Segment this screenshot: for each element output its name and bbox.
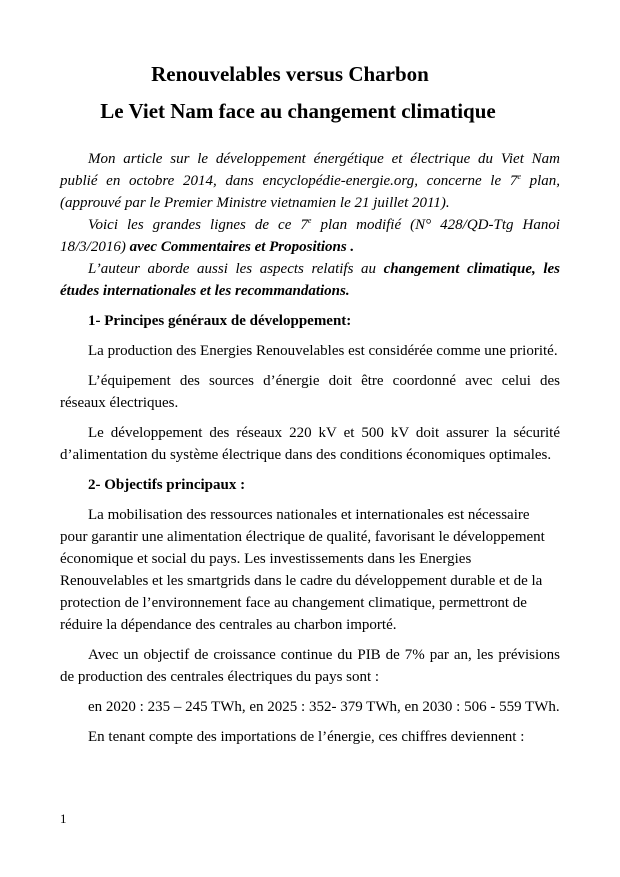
intro-paragraph-1 xyxy=(60,148,560,214)
document-title: Renouvelables versus Charbon xyxy=(151,62,429,86)
intro-text: L’auteur aborde aussi les aspects relatifs au xyxy=(88,261,384,277)
section-2-heading: 2- Objectifs principaux : xyxy=(88,477,246,493)
paragraph: En tenant compte des importations de l’énergie, ces chiffres deviennent : xyxy=(88,729,525,745)
intro-bold-text: avec Commentaires et Propositions xyxy=(129,239,347,255)
document-subtitle: Le Viet Nam face au changement climatique xyxy=(100,99,496,123)
document-body xyxy=(60,148,560,748)
intro-text: plan, (approuvé par le Premier Ministre vietnamien le 21 juillet 2011). xyxy=(60,173,561,211)
paragraph: La production des Energies Renouvelables est considérée comme une priorité. xyxy=(88,343,558,359)
intro-paragraph-3 xyxy=(60,258,560,302)
intro-section xyxy=(60,148,560,302)
superscript: e xyxy=(517,172,521,181)
intro-text: Voici les grandes lignes de ce 7 xyxy=(88,217,308,233)
intro-text: plan modifié (N° 428/QD-Ttg Hanoi 18/3/2016) xyxy=(60,217,560,255)
section-1-heading: 1- Principes généraux de développement: xyxy=(88,313,352,329)
intro-paragraph-2 xyxy=(60,214,560,258)
paragraph: L’équipement des sources d’énergie doit être coordonné avec celui des réseaux électriques. xyxy=(60,373,560,411)
intro-bold-text: changement climatique, les études internationales et les recommandations. xyxy=(60,261,560,299)
superscript: e xyxy=(307,216,312,225)
paragraph: La mobilisation des ressources nationales et internationales est nécessaire pour garantir une alimentation électrique de qualité, favorisant le développement économique et social du pays. Les investissements dans les Energies Renouvelables et les smartgrids dans le cadre du développement durable et de la protection de l’environnement face au changement climatique, permettront de réduire la dépendance des centrales au charbon importé. xyxy=(60,507,545,633)
paragraph: Avec un objectif de croissance continue du PIB de 7% par an, les prévisions de production des centrales électriques du pays sont : xyxy=(60,647,560,685)
paragraph: en 2020 : 235 – 245 TWh, en 2025 : 352- 379 TWh, en 2030 : 506 - 559 TWh. xyxy=(88,699,560,715)
intro-bold-text: . xyxy=(346,239,355,255)
page-number: 1 xyxy=(60,811,67,826)
paragraph: Le développement des réseaux 220 kV et 500 kV doit assurer la sécurité d’alimentation du système électrique dans des conditions économiques optimales. xyxy=(60,425,560,463)
intro-text: Mon article sur le développement énergétique et électrique du Viet Nam publié en octobre 2014, dans encyclopédie-energie.org, concerne le 7 xyxy=(60,151,560,189)
